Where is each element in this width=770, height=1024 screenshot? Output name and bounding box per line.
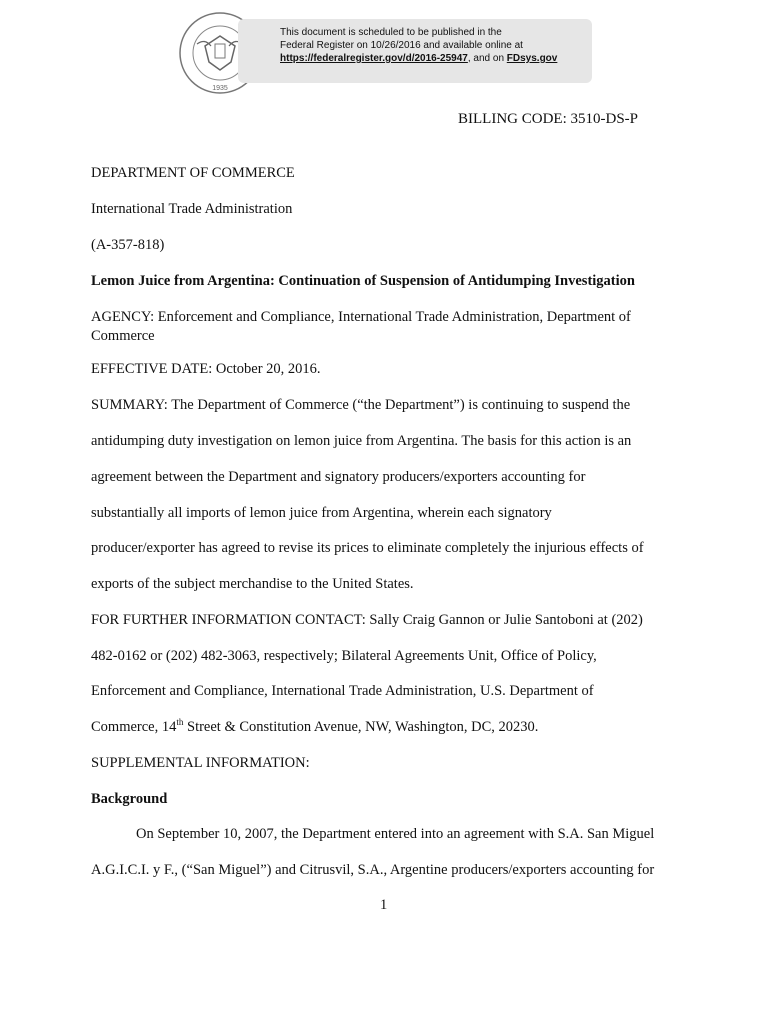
billing-code: BILLING CODE: 3510-DS-P [458,111,638,127]
summary-line: exports of the subject merchandise to the United States. [91,576,414,592]
summary-line: SUMMARY: The Department of Commerce (“the Department”) is continuing to suspend the [91,397,631,413]
summary-line: antidumping duty investigation on lemon juice from Argentina. The basis for this action is an [91,433,632,449]
summary-line: substantially all imports of lemon juice from Argentina, wherein each signatory [91,505,552,521]
page-number: 1 [380,897,388,913]
document-title: Lemon Juice from Argentina: Continuation of Suspension of Antidumping Investigation [91,273,635,289]
contact-line: Enforcement and Compliance, International Trade Administration, U.S. Department of [91,683,594,699]
address-rest: Street & Constitution Avenue, NW, Washington, DC, 20230. [183,719,539,735]
ordinal-suffix: th [176,717,184,728]
summary-line: producer/exporter has agreed to revise its prices to eliminate completely the injurious effects of [91,540,644,556]
background-heading: Background [91,791,168,807]
svg-text:1935: 1935 [212,85,228,92]
banner-line-1: This document is scheduled to be published in the [280,27,502,38]
effective-date: EFFECTIVE DATE: October 20, 2016. [91,361,321,377]
banner-line-2: Federal Register on 10/26/2016 and available online at [280,40,523,51]
agency-name: International Trade Administration [91,201,293,217]
contact-line-address [91,719,538,736]
banner-mid-text: , and on [467,53,507,64]
federal-register-link[interactable]: https://federalregister.gov/d/2016-25947 [280,53,468,64]
address-prefix: Commerce, 14 [91,719,177,735]
agency-paragraph: AGENCY: Enforcement and Compliance, International Trade Administration, Department of Commerce [91,309,631,344]
publication-notice-banner [238,19,592,83]
background-line: On September 10, 2007, the Department entered into an agreement with S.A. San Miguel [136,826,655,842]
contact-line: 482-0162 or (202) 482-3063, respectively; Bilateral Agreements Unit, Office of Policy, [91,648,597,664]
contact-line: FOR FURTHER INFORMATION CONTACT: Sally Craig Gannon or Julie Santoboni at (202) [91,612,643,628]
supplemental-heading: SUPPLEMENTAL INFORMATION: [91,755,310,771]
banner-line-3 [280,52,592,65]
background-line: A.G.I.C.I. y F., (“San Miguel”) and Citrusvil, S.A., Argentine producers/exporters accounting for [91,862,655,878]
case-number: (A-357-818) [91,237,165,253]
fdsys-link[interactable]: FDsys.gov [506,53,558,64]
department-heading: DEPARTMENT OF COMMERCE [91,165,295,181]
summary-line: agreement between the Department and signatory producers/exporters accounting for [91,469,586,485]
